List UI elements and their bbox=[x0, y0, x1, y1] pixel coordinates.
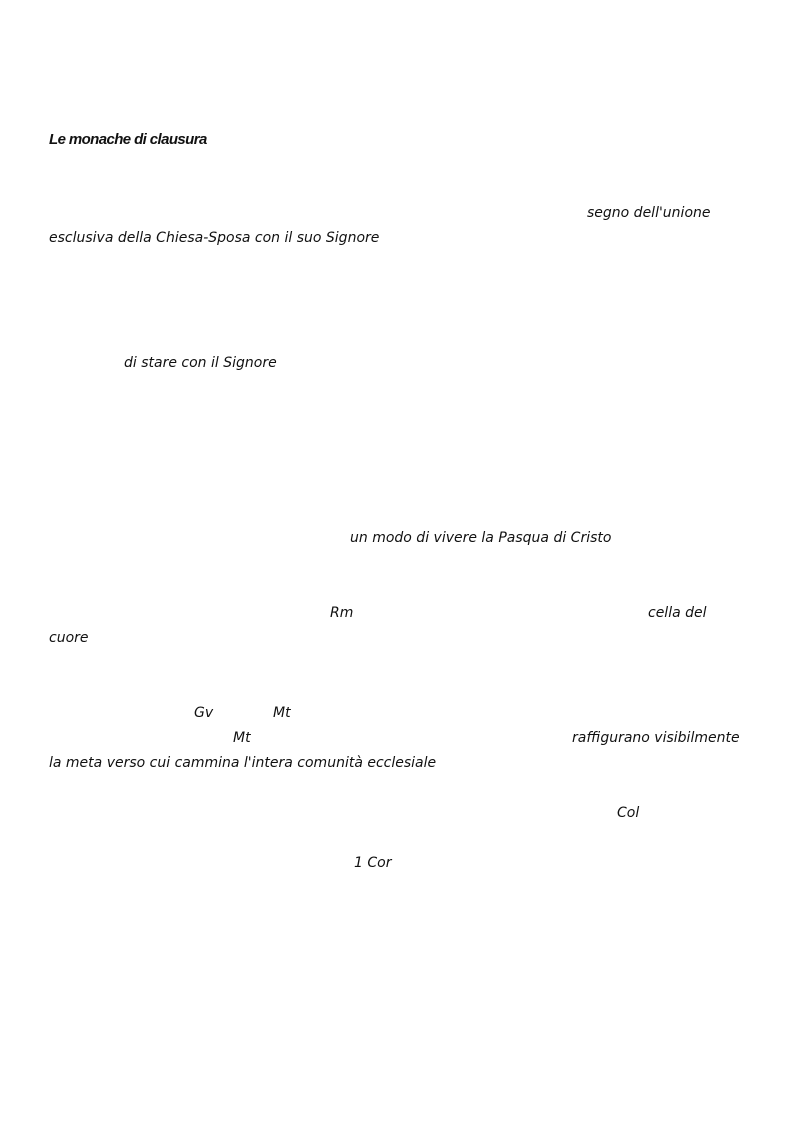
bible-reference: Rm bbox=[330, 605, 354, 621]
bible-reference: Mt bbox=[273, 705, 291, 721]
italic-phrase: cuore bbox=[49, 630, 89, 646]
bible-reference: 1 Cor bbox=[354, 855, 392, 871]
section-heading: Le monache di clausura bbox=[49, 131, 207, 148]
italic-phrase: di stare con il Signore bbox=[124, 355, 277, 371]
italic-phrase: un modo di vivere la Pasqua di Cristo bbox=[350, 530, 612, 546]
italic-phrase: la meta verso cui cammina l'intera comunità ecclesiale bbox=[49, 755, 437, 771]
italic-phrase: esclusiva della Chiesa-Sposa con il suo Signore bbox=[49, 230, 380, 246]
bible-reference: Gv bbox=[194, 705, 214, 721]
italic-phrase: cella del bbox=[648, 605, 707, 621]
bible-reference: Mt bbox=[233, 730, 251, 746]
bible-reference: Col bbox=[617, 805, 640, 821]
italic-phrase: segno dell'unione bbox=[587, 205, 711, 221]
italic-phrase: raffigurano visibilmente bbox=[572, 730, 740, 746]
